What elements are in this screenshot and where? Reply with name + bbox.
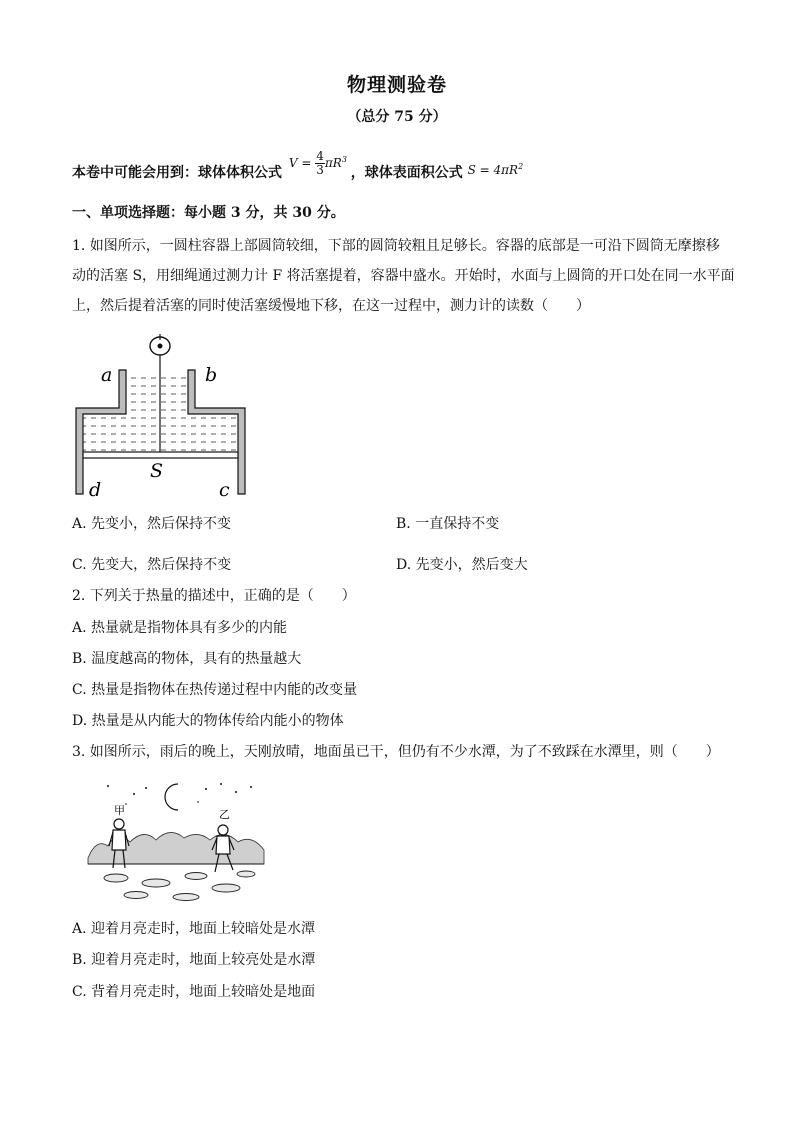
moon — [165, 784, 178, 810]
q1-line-2: 动的活塞 S，用细绳通过测力计 F 将活塞提着，容器中盛水。开始时，水面与上圆筒的开口处在同一水平面 — [72, 268, 735, 284]
piston — [83, 452, 238, 458]
q1-line-3: 上，然后提着活塞的同时使活塞缓慢地下移，在这一过程中，测力计的读数（ ） — [72, 298, 590, 314]
q3-option-b[interactable]: B. 迎着月亮走时，地面上较亮处是水潭 — [72, 952, 316, 968]
label-a: a — [101, 364, 113, 386]
q2-option-b[interactable]: B. 温度越高的物体，具有的热量越大 — [72, 651, 302, 667]
label-c: c — [219, 479, 230, 501]
q2-option-c[interactable]: C. 热量是指物体在热传递过程中内能的改变量 — [72, 682, 358, 698]
q1-option-d[interactable]: D. 先变小，然后变大 — [396, 557, 528, 573]
piston-container-figure — [70, 334, 255, 504]
q3-stem: 3. 如图所示，雨后的晚上，天刚放晴，地面虽已干，但仍有不少水潭，为了不致踩在水潭里，则（ ） — [72, 744, 720, 760]
q1-option-b[interactable]: B. 一直保持不变 — [396, 516, 500, 532]
label-b: b — [205, 364, 218, 386]
label-s: S — [150, 460, 164, 482]
label-d: d — [89, 479, 102, 501]
q1-line-1: 1. 如图所示，一圆柱容器上部圆筒较细，下部的圆筒较粗且足够长。容器的底部是一可沿下圆筒无摩擦移 — [72, 238, 720, 254]
q2-option-a[interactable]: A. 热量就是指物体具有多少的内能 — [72, 620, 288, 636]
stars — [107, 783, 252, 805]
q1-option-a[interactable]: A. 先变小，然后保持不变 — [72, 516, 232, 532]
formula-line — [72, 149, 524, 187]
section-heading: 一、单项选择题：每小题 3 分，共 30 分。 — [72, 205, 345, 221]
label-yi: 乙 — [219, 808, 230, 821]
q2-option-d[interactable]: D. 热量是从内能大的物体传给内能小的物体 — [72, 713, 344, 729]
moonlit-scene-figure — [86, 780, 266, 905]
area-formula: $S = 4\pi R^2$ — [467, 162, 524, 177]
q2-stem: 2. 下列关于热量的描述中，正确的是（ ） — [72, 588, 356, 604]
q1-option-c[interactable]: C. 先变大，然后保持不变 — [72, 557, 232, 573]
page-title: 物理测验卷 — [346, 74, 447, 96]
page-subtitle: （总分 75 分） — [347, 109, 447, 125]
formula-middle: ，球体表面积公式 — [350, 165, 463, 181]
label-jia: 甲 — [114, 804, 125, 817]
puddles — [104, 871, 255, 901]
volume-formula: V = $\frac{4}{3}$ $\pi R^3$ — [288, 149, 347, 177]
formula-prefix: 本卷中可能会用到：球体体积公式 — [72, 165, 282, 181]
q3-option-a[interactable]: A. 迎着月亮走时，地面上较暗处是水潭 — [72, 921, 316, 937]
q3-option-c[interactable]: C. 背着月亮走时，地面上较暗处是地面 — [72, 984, 316, 1000]
volume-fraction: $\frac{4}{3}$ — [316, 149, 324, 177]
